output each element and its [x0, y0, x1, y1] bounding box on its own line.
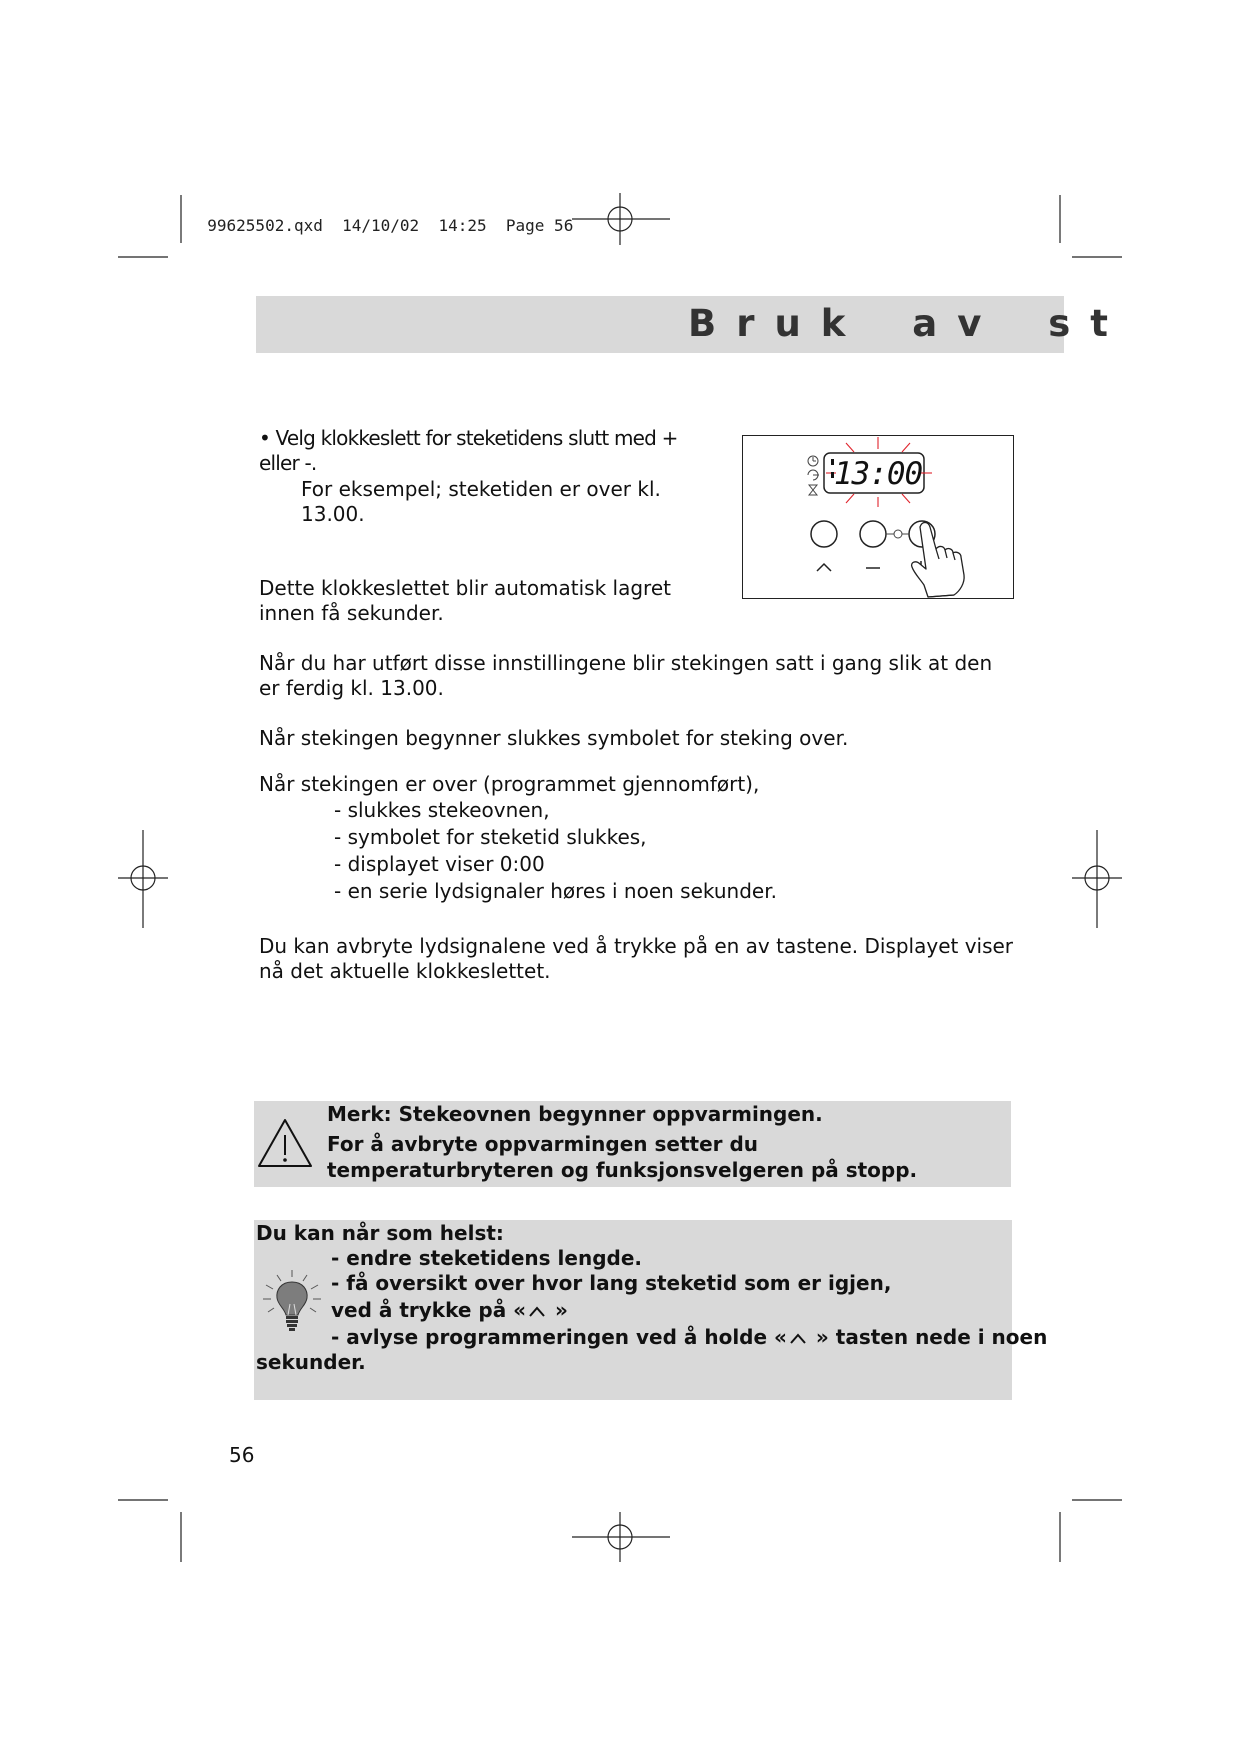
tip-line-4-prefix: - avlyse programmeringen ved å holde «	[331, 1325, 787, 1349]
tip-line-4	[331, 1324, 1047, 1351]
tip-line-4-suffix: » tasten nede i noen	[808, 1325, 1048, 1349]
finished-step: - slukkes stekeovnen,	[334, 798, 550, 822]
intro-bullet: • Velg klokkeslett for steketidens slutt med + eller -.	[259, 426, 678, 475]
finished-step: - displayet viser 0:00	[334, 852, 545, 876]
section-header-band	[256, 296, 1128, 353]
tip-line-2: - få oversikt over hvor lang steketid som er igjen,	[331, 1271, 892, 1295]
start-paragraph: Når du har utført disse innstillingene blir stekingen satt i gang slik at den er ferdig kl. 13.00.	[259, 651, 993, 700]
clock-icon	[808, 456, 818, 466]
button-minus[interactable]	[860, 521, 886, 547]
finished-step: - symbolet for steketid slukkes,	[334, 825, 647, 849]
finished-step: - en serie lydsignaler høres i noen sekunder.	[334, 879, 777, 903]
tip-line-3-suffix: »	[548, 1298, 568, 1322]
print-header-time: 14:25	[438, 216, 487, 235]
symbol-off-paragraph: Når stekingen begynner slukkes symbolet for steking over.	[259, 726, 849, 750]
tip-box	[254, 1220, 1048, 1400]
cooking-end-icon	[808, 470, 819, 480]
page-number: 56	[229, 1443, 255, 1467]
auto-save-paragraph: Dette klokkeslettet blir automatisk lagret innen få sekunder.	[259, 576, 671, 625]
tip-line-1: - endre steketidens lengde.	[331, 1246, 642, 1270]
note-body: For å avbryte oppvarmingen setter du temperaturbryteren og funksjonsvelgeren på stopp.	[327, 1132, 918, 1182]
tip-line-3-prefix: ved å trykke på «	[331, 1298, 527, 1322]
finished-intro: Når stekingen er over (programmet gjennomført),	[259, 772, 760, 796]
print-header-date: 14/10/02	[342, 216, 420, 235]
finished-steps-list	[334, 797, 934, 905]
lightbulb-icon	[260, 1268, 324, 1334]
section-title: Bruk av st	[688, 302, 1128, 345]
control-panel-illustration	[742, 435, 1014, 599]
control-panel-svg	[742, 435, 1014, 599]
intro-example: For eksempel; steketiden er over kl. 13.00.	[301, 477, 661, 526]
tip-line-5: sekunder.	[256, 1350, 366, 1374]
interrupt-paragraph: Du kan avbryte lydsignalene ved å trykke på en av tastene. Displayet viser nå det aktuelle klokkeslettet.	[259, 934, 1014, 983]
print-header	[188, 197, 573, 235]
small-clock-icon	[894, 530, 902, 538]
caret-up-icon	[526, 1303, 548, 1319]
print-header-page: Page 56	[505, 216, 574, 235]
print-header-file: 99625502.qxd	[207, 216, 323, 235]
caret-up-icon	[787, 1330, 809, 1346]
timer-icon	[809, 485, 817, 495]
caret-up-symbol	[817, 564, 831, 571]
display-time: 13:00	[833, 455, 922, 492]
warning-icon	[256, 1117, 314, 1169]
note-box	[254, 1101, 1011, 1187]
button-up[interactable]	[811, 521, 837, 547]
tip-line-3	[331, 1297, 568, 1324]
note-title: Merk: Stekeovnen begynner oppvarmingen.	[327, 1102, 823, 1126]
tip-heading: Du kan når som helst:	[256, 1221, 504, 1245]
